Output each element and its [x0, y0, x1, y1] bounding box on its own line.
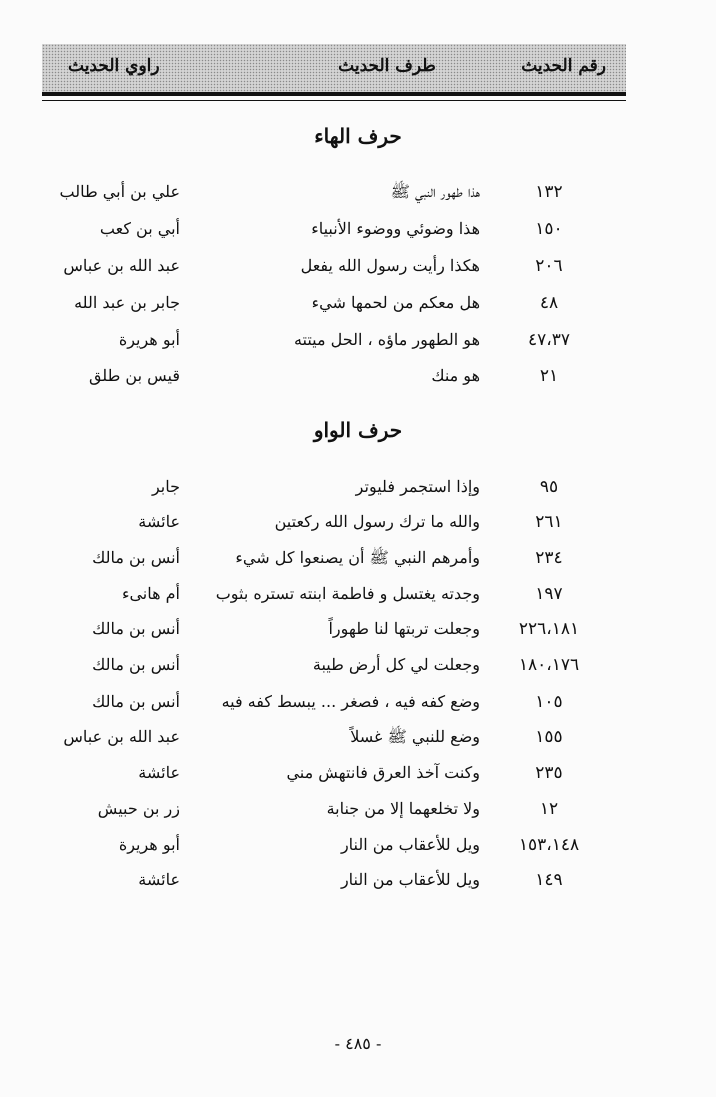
hadith-number: ١٨٠،١٧٦ [518, 655, 580, 675]
hadith-text: ويل للأعقاب من النار [340, 870, 480, 889]
narrator: أنس بن مالك [92, 655, 180, 674]
hadith-number: ٢٢٦،١٨١ [518, 619, 580, 639]
hadith-text: ولا تخلعهما إلا من جنابة [326, 799, 480, 818]
narrator: عائشة [138, 870, 180, 889]
table-row [0, 651, 716, 685]
hadith-number: ١٥٠ [535, 219, 563, 239]
hadith-text: وجدته يغتسل و فاطمة ابنته تستره بثوب [215, 584, 480, 603]
narrator: أنس بن مالك [92, 692, 180, 711]
table-row [0, 252, 716, 286]
narrator: عبد الله بن عباس [63, 727, 180, 746]
hadith-number: ٤٨ [539, 293, 559, 313]
table-row [0, 866, 716, 900]
narrator: جابر [151, 477, 180, 496]
table-row [0, 289, 716, 323]
table-row [0, 723, 716, 757]
section-title: حرف الهاء [314, 124, 402, 148]
header-narrator: راوي الحديث [68, 56, 160, 76]
narrator: أنس بن مالك [92, 619, 180, 638]
table-row [0, 580, 716, 614]
hadith-number: ٢٠٦ [535, 256, 563, 276]
narrator: عائشة [138, 763, 180, 782]
hadith-text: هل معكم من لحمها شيء [311, 293, 480, 312]
narrator: أم هانىء [121, 584, 180, 603]
header-rule [42, 100, 626, 102]
hadith-text: وجعلت تربتها لنا طهوراً [328, 619, 480, 638]
hadith-text: هكذا رأيت رسول الله يفعل [300, 256, 480, 275]
hadith-number: ١٤٩ [535, 870, 563, 890]
hadith-number: ١٣٢ [535, 182, 563, 202]
hadith-number: ١٢ [539, 799, 559, 819]
hadith-text: هو الطهور ماؤه ، الحل ميتته [293, 330, 480, 349]
narrator: أبو هريرة [118, 330, 180, 349]
narrator: جابر بن عبد الله [74, 293, 180, 312]
hadith-number: ٢٣٤ [535, 548, 563, 568]
section-title: حرف الواو [313, 418, 403, 442]
header-hadith-number: رقم الحديث [521, 56, 606, 76]
hadith-number: ٢٦١ [535, 512, 563, 532]
narrator: عائشة [138, 512, 180, 531]
table-row [0, 473, 716, 507]
page-header [42, 44, 626, 96]
narrator: علي بن أبي طالب [59, 182, 180, 201]
hadith-number: ١٩٧ [535, 584, 563, 604]
hadith-number: ٤٧،٣٧ [527, 330, 570, 350]
hadith-text: هذا طهور النبي ﷺ [390, 182, 480, 201]
table-row [0, 795, 716, 829]
hadith-number: ١٥٣،١٤٨ [518, 835, 580, 855]
hadith-text: وجعلت لي كل أرض طيبة [312, 655, 480, 674]
hadith-text: وكنت آخذ العرق فانتهش مني [286, 763, 480, 782]
hadith-text: ويل للأعقاب من النار [340, 835, 480, 854]
narrator: أبي بن كعب [99, 219, 180, 238]
table-row [0, 759, 716, 793]
narrator: أنس بن مالك [92, 548, 180, 567]
hadith-number: ٢٣٥ [535, 763, 563, 783]
hadith-text: وإذا استجمر فليوتر [355, 477, 480, 496]
narrator: أبو هريرة [118, 835, 180, 854]
hadith-text: هو منك [431, 366, 480, 385]
hadith-text: والله ما ترك رسول الله ركعتين [274, 512, 480, 531]
hadith-text: وأمرهم النبي ﷺ أن يصنعوا كل شيء [235, 548, 480, 567]
table-row [0, 362, 716, 396]
table-row [0, 544, 716, 578]
table-row [0, 831, 716, 865]
table-row [0, 615, 716, 649]
hadith-text: وضع كفه فيه ، فصغر ... يبسط كفه فيه [221, 692, 480, 711]
header-hadith-text: طرف الحديث [338, 56, 436, 76]
table-row [0, 688, 716, 722]
table-row [0, 215, 716, 249]
hadith-number: ١٥٥ [535, 727, 563, 747]
table-row [0, 178, 716, 212]
hadith-number: ١٠٥ [535, 692, 563, 712]
narrator: زر بن حبيش [97, 799, 180, 818]
page-number: - ٤٨٥ - [334, 1034, 382, 1053]
hadith-number: ٢١ [539, 366, 559, 386]
hadith-number: ٩٥ [539, 477, 559, 497]
hadith-text: وضع للنبي ﷺ غسلاً [350, 727, 480, 746]
narrator: قيس بن طلق [88, 366, 180, 385]
hadith-text: هذا وضوئي ووضوء الأنبياء [311, 219, 480, 238]
table-row [0, 326, 716, 360]
narrator: عبد الله بن عباس [63, 256, 180, 275]
table-row [0, 508, 716, 542]
